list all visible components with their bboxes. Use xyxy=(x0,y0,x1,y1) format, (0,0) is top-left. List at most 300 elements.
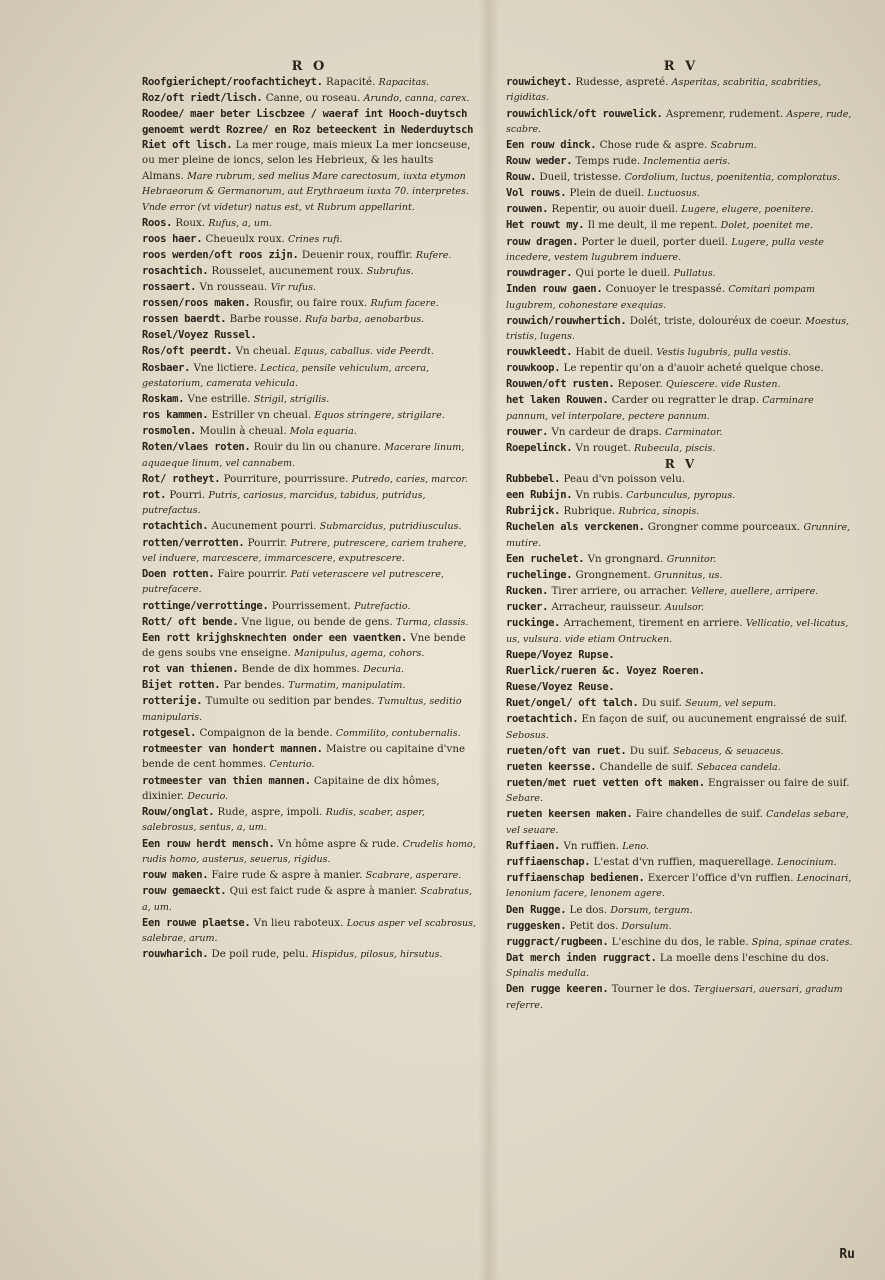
entry-latin: Equos stringere, strigilare. xyxy=(314,410,445,422)
entry-latin: Dolet, poenitet me. xyxy=(720,220,814,232)
left-entry-list xyxy=(142,75,477,963)
dictionary-entry xyxy=(506,982,856,1013)
entry-latin: Putredo, caries, marcor. xyxy=(351,473,468,485)
dictionary-entry xyxy=(506,266,856,281)
entry-headword: rossen baerdt. xyxy=(142,313,227,326)
entry-french: Roux. xyxy=(175,216,206,229)
entry-latin: Equus, caballus. vide Peerdt. xyxy=(294,346,434,358)
entry-french: Repentir, ou auoir dueil. xyxy=(551,203,679,216)
dictionary-entry xyxy=(142,488,477,519)
entry-latin: Moestus, tristis, lugens. xyxy=(506,315,850,343)
dictionary-entry xyxy=(142,519,477,534)
entry-latin: Strigil, strigilis. xyxy=(253,394,330,406)
entry-latin: Spinalis medulla. xyxy=(506,968,589,980)
entry-french: Plein de dueil. xyxy=(569,187,645,200)
entry-latin: Grunnitor. xyxy=(666,553,717,565)
entry-latin: Vellere, auellere, arripere. xyxy=(690,586,819,598)
entry-french: Rudesse, aspreté. xyxy=(575,76,669,88)
dictionary-entry xyxy=(506,552,856,567)
entry-latin: Asperitas, scabritia, scabrities, rigiditas. xyxy=(506,77,822,104)
entry-latin: Commilito, contubernalis. xyxy=(335,727,461,739)
entry-headword: roetachtich. xyxy=(506,713,579,726)
dictionary-entry xyxy=(142,264,477,279)
dictionary-entry xyxy=(506,441,856,456)
dictionary-entry xyxy=(142,107,477,215)
entry-headword: rueten/met ruet vetten oft maken. xyxy=(506,776,705,789)
entry-french: Vne estrille. xyxy=(187,393,251,406)
entry-french: Bende de dix hommes. xyxy=(241,663,360,676)
dictionary-entry xyxy=(506,393,856,424)
entry-latin: Rufere. xyxy=(415,249,452,261)
dictionary-entry xyxy=(142,392,477,407)
entry-headword: rueten keersse. xyxy=(506,760,597,773)
dictionary-entry xyxy=(506,680,856,695)
entry-french: Exercer l'office d'vn ruffien. xyxy=(647,872,794,885)
dictionary-entry xyxy=(142,296,477,311)
entry-latin: Grunnitus, us. xyxy=(654,570,723,581)
entry-latin: Subrufus. xyxy=(366,266,414,277)
entry-french: Rapacité. xyxy=(325,76,376,88)
entry-latin: Candelas sebare, vel seuare. xyxy=(506,809,849,836)
entry-headword: Rosbaer. xyxy=(142,361,191,374)
entry-headword: Ruffiaen. xyxy=(506,839,561,852)
entry-headword: rosachtich. xyxy=(142,265,209,277)
entry-headword: rouw maken. xyxy=(142,869,209,881)
entry-headword: Bijet rotten. xyxy=(142,679,221,692)
entry-latin: Scabrum. xyxy=(710,140,757,151)
dictionary-entry xyxy=(142,947,477,962)
entry-latin: Lugere, pulla veste incedere, vestem lugubrem induere. xyxy=(506,236,824,263)
entry-headword: rouwer. xyxy=(506,425,549,438)
entry-latin: Crudelis homo, rudis homo, austerus, seuerus, rigidus. xyxy=(142,838,476,865)
entry-latin: Luctuosus. xyxy=(647,188,700,200)
entry-french: Habit de dueil. xyxy=(575,346,654,359)
entry-latin: Manipulus, agema, cohors. xyxy=(294,648,425,660)
entry-latin: Putrefactio. xyxy=(354,600,411,612)
entry-headword: Vol rouws. xyxy=(506,187,567,200)
entry-latin: Lenocinari, lenonium facere, lenonem agere. xyxy=(506,873,852,900)
entry-french: Maistre ou capitaine d'vne bende de cent hommes. xyxy=(142,743,466,771)
entry-french: Moulin à cheual. xyxy=(199,425,287,438)
right-running-head: R V xyxy=(663,59,699,74)
entry-latin: Scabratus, a, um. xyxy=(142,886,473,913)
entry-headword: rucker. xyxy=(506,601,549,614)
entry-french: Conuoyer le trespassé. xyxy=(605,283,726,296)
dictionary-entry xyxy=(506,520,856,551)
dictionary-entry xyxy=(506,472,856,487)
dictionary-entry xyxy=(506,744,856,759)
entry-headword: Een rouw dinck. xyxy=(506,139,597,151)
dictionary-entry xyxy=(142,424,477,439)
dictionary-entry xyxy=(142,312,477,327)
dictionary-entry xyxy=(142,344,477,359)
entry-headword: Ruet/ongel/ oft talch. xyxy=(506,697,639,710)
entry-latin: Sebaceus, & seuaceus. xyxy=(673,745,784,757)
dictionary-entry xyxy=(506,282,856,313)
dictionary-entry xyxy=(142,408,477,423)
entry-latin: Turma, classis. xyxy=(396,616,469,628)
dictionary-entry xyxy=(506,616,856,647)
entry-latin: Vestis lugubris, pulla vestis. xyxy=(656,347,792,359)
entry-headword: Rouw weder. xyxy=(506,155,573,168)
entry-french: Faire chandelles de suif. xyxy=(635,808,763,821)
entry-french: Peau d'vn poisson velu. xyxy=(563,473,686,486)
entry-french: Vn rouget. xyxy=(575,442,631,455)
entry-headword: Rubrijck. xyxy=(506,505,561,518)
entry-headword: Rucken. xyxy=(506,585,549,598)
entry-french: Grongnement. xyxy=(575,569,651,581)
dictionary-entry xyxy=(506,807,856,838)
entry-latin: Sebosus. xyxy=(506,729,549,741)
entry-french: Il me deult, il me repent. xyxy=(587,219,718,232)
left-column xyxy=(142,58,477,963)
dictionary-entry xyxy=(506,154,856,169)
entry-french: Vn lieu raboteux. xyxy=(253,916,344,929)
entry-headword: rottinge/verrottinge. xyxy=(142,599,269,612)
entry-french: La moelle dens l'eschine du dos. xyxy=(659,951,829,964)
entry-headword: ruggract/rugbeen. xyxy=(506,935,609,948)
dictionary-entry xyxy=(506,75,856,106)
entry-french: Rouir du lin ou chanure. xyxy=(253,441,381,454)
entry-french: Rousfir, ou faire roux. xyxy=(253,297,368,310)
entry-headword: rosmolen. xyxy=(142,425,197,438)
entry-latin: Pati veterascere vel putrescere, putrefacere. xyxy=(142,569,444,596)
entry-latin: Locus asper vel scabrosus, salebrae, arum. xyxy=(142,917,476,944)
entry-latin: Sebacea candela. xyxy=(696,761,781,773)
entry-headword: Roodee/ maer beter Liscbzee / waeraf int Hooch-duytsch genoemt werdt Rozree/ en Roz beteeckent in Nederduytsch Riet oft lisch. xyxy=(142,108,474,151)
entry-latin: Cordolium, luctus, poenitentia, comploratus. xyxy=(624,172,841,184)
entry-french: Porter le dueil, porter dueil. xyxy=(581,235,729,248)
dictionary-entry xyxy=(506,314,856,345)
entry-french: Tumulte ou sedition par bendes. xyxy=(205,695,375,708)
entry-french: La mer rouge, mais mieux La mer ioncseuse, ou mer pleine de ioncs, selon les Hebrieux, & les haults Almans. xyxy=(142,139,471,182)
entry-headword: roos haer. xyxy=(142,232,203,245)
dictionary-entry xyxy=(142,631,477,662)
dictionary-entry xyxy=(506,138,856,153)
entry-latin: Turmatim, manipulatim. xyxy=(288,680,406,692)
entry-french: Vne bende de gens soubs vne enseigne. xyxy=(142,631,466,660)
dictionary-entry xyxy=(142,837,477,868)
entry-headword: Roskam. xyxy=(142,393,185,406)
entry-french: Le dos. xyxy=(569,903,608,916)
entry-headword: rouw dragen. xyxy=(506,235,579,248)
dictionary-entry xyxy=(506,600,856,615)
entry-french: Vn hôme aspre & rude. xyxy=(277,837,400,850)
entry-headword: Dat merch inden ruggract. xyxy=(506,951,657,964)
dictionary-entry xyxy=(506,776,856,807)
dictionary-entry xyxy=(506,425,856,440)
entry-latin: Aspere, rude, scabre. xyxy=(506,108,852,135)
dictionary-entry xyxy=(142,91,477,106)
dictionary-entry xyxy=(142,567,477,598)
entry-headword: Rosel/Voyez Russel. xyxy=(142,329,257,342)
entry-french: Capitaine de dix hômes, dixinier. xyxy=(142,774,440,802)
dictionary-entry xyxy=(506,935,856,950)
entry-french: Faire pourrir. xyxy=(217,568,288,581)
entry-french: Vne ligue, ou bende de gens. xyxy=(241,615,393,628)
page-gutter-shadow xyxy=(478,0,500,1280)
entry-latin: Macerare linum, aquaeque linum, vel cannabem. xyxy=(142,442,465,469)
dictionary-entry xyxy=(506,584,856,599)
dictionary-entry xyxy=(506,345,856,360)
dictionary-entry xyxy=(142,232,477,247)
entry-french: Compaignon de la bende. xyxy=(199,726,333,739)
entry-french: Vn grongnard. xyxy=(587,552,664,565)
entry-latin: Decurio. xyxy=(187,790,229,802)
entry-headword: Rubbebel. xyxy=(506,473,561,486)
entry-french: Vn cardeur de draps. xyxy=(551,425,662,438)
entry-headword: Ruepe/Voyez Rupse. xyxy=(506,648,615,661)
entry-french: Rousselet, aucunement roux. xyxy=(211,265,364,277)
entry-french: Grongner comme pourceaux. xyxy=(647,521,801,534)
entry-headword: roos werden/oft roos zijn. xyxy=(142,248,299,261)
dictionary-entry xyxy=(506,504,856,519)
entry-headword: Roepelinck. xyxy=(506,442,573,455)
entry-latin: Rufa barba, aenobarbus. xyxy=(305,314,425,326)
entry-latin: Seuum, vel sepum. xyxy=(685,698,777,710)
entry-french: L'estat d'vn ruffien, maquerellage. xyxy=(593,855,774,868)
entry-headword: Inden rouw gaen. xyxy=(506,283,603,296)
entry-headword: rotmeester van hondert mannen. xyxy=(142,743,323,755)
entry-french: Barbe rousse. xyxy=(229,313,302,326)
entry-headword: rossaert. xyxy=(142,281,197,294)
dictionary-entry xyxy=(142,248,477,263)
entry-latin: Decuria. xyxy=(363,664,405,676)
entry-headword: rotgesel. xyxy=(142,726,197,739)
entry-latin: Rubecula, piscis. xyxy=(634,443,716,455)
dictionary-entry xyxy=(506,760,856,775)
entry-french: Vn cheual. xyxy=(235,345,291,358)
entry-latin: Tergiuersari, auersari, gradum referre. xyxy=(506,984,843,1011)
entry-headword: rouwicheyt. xyxy=(506,76,573,88)
entry-headword: ros kammen. xyxy=(142,409,209,422)
entry-french: Chandelle de suif. xyxy=(599,760,694,773)
dictionary-entry xyxy=(142,726,477,741)
dictionary-entry xyxy=(142,472,477,487)
dictionary-entry xyxy=(506,871,856,902)
entry-headword: rotmeester van thien mannen. xyxy=(142,774,311,787)
entry-french: Pourrissement. xyxy=(271,599,351,612)
entry-headword: Een rouwe plaetse. xyxy=(142,916,251,929)
entry-french: En façon de suif, ou aucunement engraissé de suif. xyxy=(581,713,848,726)
right-entry-list xyxy=(506,75,856,456)
entry-french: De poil rude, pelu. xyxy=(211,948,309,961)
entry-french: Par bendes. xyxy=(223,679,285,692)
entry-headword: Roofgierichept/roofachticheyt. xyxy=(142,76,323,88)
entry-french: Rude, aspre, impoli. xyxy=(217,806,323,818)
entry-french: Qui porte le dueil. xyxy=(575,267,671,280)
dictionary-entry xyxy=(506,664,856,679)
entry-latin: Lenocinium. xyxy=(777,856,837,868)
entry-french: Tirer arriere, ou arracher. xyxy=(551,585,688,598)
dictionary-entry xyxy=(142,884,477,915)
entry-headword: rouwdrager. xyxy=(506,267,573,280)
entry-french: Canne, ou roseau. xyxy=(265,92,361,105)
entry-headword: Rott/ oft bende. xyxy=(142,615,239,628)
dictionary-entry xyxy=(142,868,477,883)
entry-latin: Dorsum, tergum. xyxy=(610,904,693,916)
dictionary-entry xyxy=(142,599,477,614)
entry-french: Deuenir roux, rouffir. xyxy=(301,248,413,261)
left-running-head: R O xyxy=(291,59,328,74)
entry-latin: Arundo, canna, carex. xyxy=(363,93,470,105)
entry-headword: Den Rugge. xyxy=(506,903,567,916)
entry-latin: Rubrica, sinopis. xyxy=(618,506,700,518)
entry-headword: rotachtich. xyxy=(142,520,209,533)
entry-latin: Leno. xyxy=(622,840,649,852)
dictionary-entry xyxy=(506,696,856,711)
entry-headword: Roz/oft riedt/lisch. xyxy=(142,92,263,105)
dictionary-entry xyxy=(142,742,477,773)
entry-french: Arrachement, tirement en arriere. xyxy=(563,617,743,630)
entry-french: Petit dos. xyxy=(569,919,619,932)
entry-headword: Ruchelen als verckenen. xyxy=(506,521,645,534)
entry-headword: rouwichlick/oft rouwelick. xyxy=(506,107,663,120)
entry-headword: Rot/ rotheyt. xyxy=(142,472,221,485)
entry-headword: ruckinge. xyxy=(506,617,561,630)
dictionary-entry xyxy=(506,951,856,982)
dictionary-entry xyxy=(142,536,477,567)
entry-french: Qui est faict rude & aspre à manier. xyxy=(229,885,418,898)
entry-headword: rouwharich. xyxy=(142,948,209,961)
entry-french: Vn ruffien. xyxy=(563,839,619,852)
dictionary-entry xyxy=(506,648,856,663)
dictionary-entry xyxy=(506,218,856,233)
dictionary-entry xyxy=(142,678,477,693)
entry-headword: Rouw. xyxy=(506,171,537,184)
entry-french: L'eschine du dos, le rable. xyxy=(611,935,749,948)
entry-french: Aspremenr, rudement. xyxy=(665,107,784,120)
dictionary-entry xyxy=(506,107,856,138)
dictionary-entry xyxy=(506,361,856,376)
entry-headword: ruffiaenschap. xyxy=(506,855,591,868)
entry-french: Le repentir qu'on a d'auoir acheté quelque chose. xyxy=(563,362,824,375)
dictionary-entry xyxy=(506,568,856,583)
entry-latin: Pullatus. xyxy=(673,268,716,280)
entry-french: Du suif. xyxy=(641,697,682,710)
entry-headword: Ruese/Voyez Reuse. xyxy=(506,680,615,693)
dictionary-entry xyxy=(142,328,477,343)
entry-french: Vn rubis. xyxy=(575,489,623,502)
entry-headword: rouwich/rouwhertich. xyxy=(506,314,627,327)
entry-latin: Carminare pannum, vel interpolare, pectere pannum. xyxy=(506,395,814,422)
dictionary-entry xyxy=(142,440,477,471)
entry-headword: het laken Rouwen. xyxy=(506,394,609,407)
entry-latin: Hispidus, pilosus, hirsutus. xyxy=(311,949,443,961)
entry-latin: Mola equaria. xyxy=(289,426,357,438)
entry-latin: Mare rubrum, sed melius Mare carectosum, iuxta etymon Hebraeorum & Germanorum, aut Erythraeum iuxta 70. interpretes. Vnde error (vt videtur) natus est, vt Rubrum appellarint. xyxy=(142,170,469,213)
entry-headword: ruffiaenschap bedienen. xyxy=(506,872,645,885)
entry-french: Pourriture, pourrissure. xyxy=(223,472,349,485)
dictionary-entry xyxy=(142,280,477,295)
entry-french: Reposer. xyxy=(617,378,663,391)
entry-french: Aucunement pourri. xyxy=(211,520,317,533)
entry-headword: rot. xyxy=(142,488,167,501)
entry-latin: Tumultus, seditio manipularis. xyxy=(142,696,462,723)
entry-french: Du suif. xyxy=(629,744,670,757)
dictionary-entry xyxy=(506,903,856,918)
dictionary-entry xyxy=(142,694,477,725)
dictionary-entry xyxy=(142,805,477,836)
dictionary-entry xyxy=(506,170,856,185)
dictionary-entry xyxy=(506,377,856,392)
entry-latin: Quiescere. vide Rusten. xyxy=(666,379,781,391)
entry-latin: Comitari pompam lugubrem, cohonestare exequias. xyxy=(506,284,816,311)
dictionary-entry xyxy=(506,855,856,870)
entry-french: Faire rude & aspre à manier. xyxy=(211,869,363,881)
dictionary-entry xyxy=(142,662,477,677)
entry-latin: Centurio. xyxy=(269,759,315,771)
entry-latin: Vellicatio, vel-licatus, us, vulsura. vide etiam Ontrucken. xyxy=(506,618,849,645)
entry-french: Dolét, triste, dolouréux de coeur. xyxy=(629,314,803,327)
entry-latin: Putrere, putrescere, cariem trahere, vel induere, marcescere, immarcescere, exputrescere. xyxy=(142,537,467,564)
entry-french: Arracheur, rauisseur. xyxy=(551,601,662,614)
entry-latin: Lectica, pensile vehiculum, arcera, gestatorium, camerata vehicula. xyxy=(142,362,430,389)
entry-headword: Roten/vlaes roten. xyxy=(142,441,251,454)
entry-headword: rouw gemaeckt. xyxy=(142,885,227,898)
dictionary-entry xyxy=(506,488,856,503)
entry-french: Tourner le dos. xyxy=(611,983,691,996)
entry-headword: Een rouw herdt mensch. xyxy=(142,837,275,850)
entry-latin: Auulsor. xyxy=(664,602,705,614)
entry-french: Engraisser ou faire de suif. xyxy=(708,776,850,789)
dictionary-entry xyxy=(506,235,856,266)
entry-latin: Scabrare, asperare. xyxy=(365,870,462,881)
entry-latin: Crines rufi. xyxy=(287,233,343,245)
entry-headword: Een rott krijghsknechten onder een vaentken. xyxy=(142,631,407,644)
entry-headword: Het rouwt my. xyxy=(506,219,585,232)
entry-headword: rotten/verrotten. xyxy=(142,536,245,549)
entry-headword: Ros/oft peerdt. xyxy=(142,345,233,358)
entry-french: Pourri. xyxy=(169,488,206,501)
entry-headword: rueten/oft van ruet. xyxy=(506,744,627,757)
entry-headword: Rouw/onglat. xyxy=(142,806,215,818)
entry-headword: een Rubijn. xyxy=(506,489,573,502)
entry-french: Temps rude. xyxy=(575,155,641,168)
entry-latin: Inclementia aeris. xyxy=(643,156,731,168)
entry-headword: ruggesken. xyxy=(506,919,567,932)
entry-latin: Rufus, a, um. xyxy=(208,217,273,229)
entry-headword: rouwkleedt. xyxy=(506,346,573,359)
dictionary-entry xyxy=(142,916,477,947)
catchword: Ru xyxy=(839,1247,855,1262)
entry-french: Cheueulx roux. xyxy=(205,232,285,245)
dictionary-entry xyxy=(142,615,477,630)
section-heading-ru: R V xyxy=(664,457,698,472)
entry-headword: Rouwen/oft rusten. xyxy=(506,378,615,391)
dictionary-entry xyxy=(506,919,856,934)
entry-latin: Rufum facere. xyxy=(370,298,439,310)
entry-headword: rouwen. xyxy=(506,203,549,216)
entry-latin: Spina, spinae crates. xyxy=(751,936,853,948)
entry-headword: Doen rotten. xyxy=(142,568,215,581)
entry-headword: rueten keersen maken. xyxy=(506,808,633,821)
dictionary-entry xyxy=(142,361,477,392)
dictionary-entry xyxy=(506,712,856,743)
entry-french: Pourrir. xyxy=(247,536,288,549)
entry-latin: Sebare. xyxy=(506,793,544,805)
dictionary-entry xyxy=(506,839,856,854)
entry-latin: Putris, cariosus, marcidus, tabidus, putridus, putrefactus. xyxy=(142,489,426,517)
dictionary-entry xyxy=(142,216,477,231)
entry-latin: Carbunculus, pyropus. xyxy=(626,490,736,502)
entry-headword: rouwkoop. xyxy=(506,362,561,375)
right-column xyxy=(506,58,856,1014)
entry-headword: Roos. xyxy=(142,216,173,229)
entry-french: Dueil, tristesse. xyxy=(539,171,622,184)
right-entry-list-2 xyxy=(506,472,856,1013)
entry-headword: Den rugge keeren. xyxy=(506,983,609,996)
